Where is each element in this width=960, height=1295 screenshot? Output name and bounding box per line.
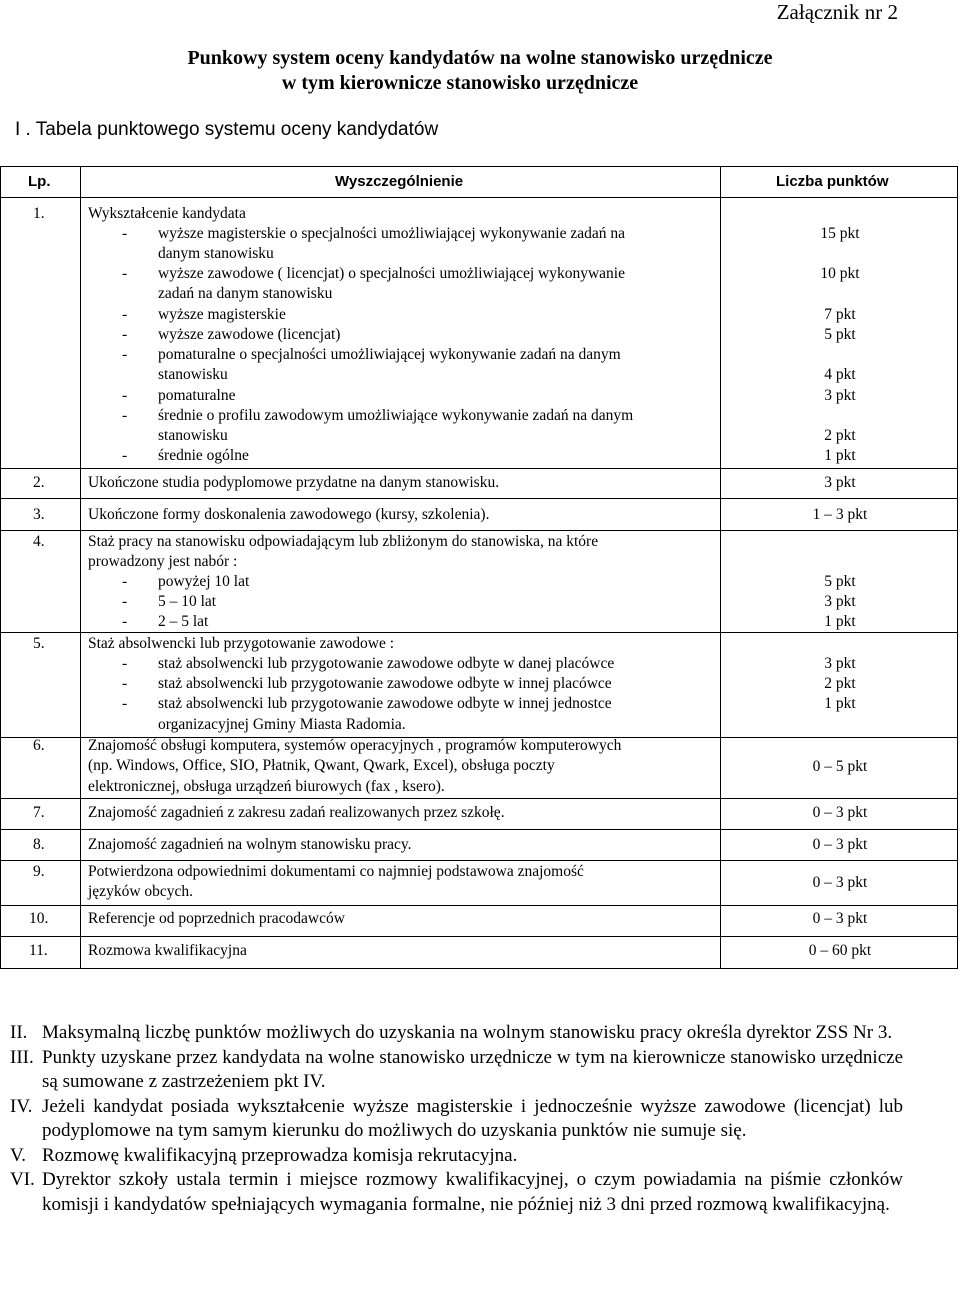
points-table <box>0 166 958 969</box>
list-item-line: organizacyjnej Gminy Miasta Radomia. <box>158 716 406 733</box>
list-dash: - <box>122 326 128 343</box>
list-item-line: stanowisku <box>158 366 228 383</box>
note-number: III. <box>10 1046 34 1068</box>
row-title: Wykształcenie kandydata <box>88 205 246 222</box>
list-item-line: powyżej 10 lat <box>158 573 250 590</box>
row-divider <box>0 798 958 799</box>
points-value: 3 pkt <box>824 387 856 404</box>
row-text-line: Potwierdzona odpowiednimi dokumentami co najmniej podstawowa znajomość <box>88 863 584 880</box>
row-number: 2. <box>33 474 45 491</box>
list-dash: - <box>122 225 128 242</box>
list-dash: - <box>122 593 128 610</box>
table-border-top <box>0 166 958 167</box>
list-item-line: średnie ogólne <box>158 447 249 464</box>
list-item-line: staż absolwencki lub przygotowanie zawodowe odbyte w innej placówce <box>158 675 612 692</box>
list-item-line: pomaturalne o specjalności umożliwiającej wykonywanie zadań na danym <box>158 346 621 363</box>
row-number: 7. <box>33 804 45 821</box>
list-item-line: pomaturalne <box>158 387 236 404</box>
note-text: Dyrektor szkoły ustala termin i miejsce rozmowy kwalifikacyjnej, o czym powiadamia na piśmie członków komisji i kandydatów spełniających wymagania formalne, nie później niż 3 dni przed rozmową kwalifikacyjną. <box>42 1169 903 1215</box>
section-heading: I . Tabela punktowego systemu oceny kandydatów <box>15 119 439 140</box>
row-number: 4. <box>33 533 45 550</box>
list-dash: - <box>122 265 128 282</box>
points-value: 1 – 3 pkt <box>812 506 868 523</box>
column-divider <box>80 166 81 969</box>
row-divider <box>0 468 958 469</box>
list-dash: - <box>122 306 128 323</box>
note-number: II. <box>10 1022 28 1043</box>
row-text-line: elektronicznej, obsługa urządzeń biurowych (fax , ksero). <box>88 778 445 795</box>
note-text: Maksymalną liczbę punktów możliwych do uzyskania na wolnym stanowisku pracy określa dyrektor ZSS Nr 3. <box>42 1022 893 1043</box>
row-number: 8. <box>33 836 45 853</box>
list-dash: - <box>122 407 128 424</box>
points-value: 15 pkt <box>820 225 860 242</box>
list-item-line: stanowisku <box>158 427 228 444</box>
column-divider <box>720 166 721 969</box>
note-item <box>8 1021 903 1046</box>
list-item-line: danym stanowisku <box>158 245 274 262</box>
list-item-line: zadań na danym stanowisku <box>158 285 333 302</box>
row-number: 6. <box>33 737 45 754</box>
note-item <box>8 1095 903 1144</box>
row-divider <box>0 860 958 861</box>
row-text-line: Znajomość obsługi komputera, systemów operacyjnych , programów komputerowych <box>88 737 622 754</box>
list-dash: - <box>122 695 128 712</box>
note-item <box>8 1046 903 1095</box>
list-item-line: wyższe magisterskie o specjalności umożliwiającej wykonywanie zadań na <box>158 225 625 242</box>
note-item <box>8 1144 903 1169</box>
list-item-line: 5 – 10 lat <box>158 593 217 610</box>
row-divider <box>0 530 958 531</box>
list-dash: - <box>122 675 128 692</box>
row-divider <box>0 936 958 937</box>
points-value: 1 pkt <box>824 447 856 464</box>
notes-section <box>8 1021 903 1217</box>
points-value: 0 – 3 pkt <box>812 874 868 891</box>
table-header-divider <box>0 197 958 198</box>
row-number: 3. <box>33 506 45 523</box>
list-dash: - <box>122 346 128 363</box>
points-value: 3 pkt <box>824 593 856 610</box>
note-number: IV. <box>10 1095 33 1117</box>
list-item-line: staż absolwencki lub przygotowanie zawodowe odbyte w innej jednostce <box>158 695 612 712</box>
note-item <box>8 1168 903 1217</box>
points-value: 0 – 3 pkt <box>812 836 868 853</box>
list-item-line: wyższe zawodowe (licencjat) <box>158 326 341 343</box>
row-title-line: prowadzony jest nabór : <box>88 553 238 570</box>
row-text: Znajomość zagadnień z zakresu zadań realizowanych przez szkołę. <box>88 804 505 821</box>
header-no: Lp. <box>28 173 51 190</box>
row-divider <box>0 905 958 906</box>
note-number: V. <box>10 1144 27 1166</box>
row-text: Ukończone formy doskonalenia zawodowego (kursy, szkolenia). <box>88 506 490 523</box>
points-value: 2 pkt <box>824 427 856 444</box>
row-number: 10. <box>29 910 49 927</box>
points-value: 0 – 3 pkt <box>812 804 868 821</box>
list-dash: - <box>122 655 128 672</box>
row-text: Rozmowa kwalifikacyjna <box>88 942 247 959</box>
points-value: 0 – 60 pkt <box>808 942 872 959</box>
points-value: 5 pkt <box>824 573 856 590</box>
document-title: Punkowy system oceny kandydatów na wolne stanowisko urzędnicze <box>187 47 773 69</box>
list-dash: - <box>122 447 128 464</box>
points-value: 0 – 3 pkt <box>812 910 868 927</box>
table-border-left <box>0 166 1 969</box>
points-value: 5 pkt <box>824 326 856 343</box>
row-number: 5. <box>33 635 45 652</box>
attachment-label: Załącznik nr 2 <box>776 0 898 24</box>
note-text: Punkty uzyskane przez kandydata na wolne stanowisko urzędnicze w tym na kierownicze stanowisko urzędnicze są sumowane z zastrzeżeniem pkt IV. <box>42 1046 903 1092</box>
table-border-bottom <box>0 968 958 969</box>
row-text: Referencje od poprzednich pracodawców <box>88 910 345 927</box>
list-item-line: wyższe magisterskie <box>158 306 286 323</box>
row-text: Znajomość zagadnień na wolnym stanowisku pracy. <box>88 836 412 853</box>
points-value: 3 pkt <box>824 655 856 672</box>
row-number: 1. <box>33 205 45 222</box>
note-text: Rozmowę kwalifikacyjną przeprowadza komisja rekrutacyjna. <box>42 1144 518 1166</box>
row-title-line: Staż pracy na stanowisku odpowiadającym lub zbliżonym do stanowiska, na które <box>88 533 599 550</box>
row-text-line: (np. Windows, Office, SIO, Płatnik, Qwant, Qwark, Excel), obsługa poczty <box>88 757 555 774</box>
note-number: VI. <box>10 1169 35 1190</box>
row-divider <box>0 498 958 499</box>
points-value: 7 pkt <box>824 306 856 323</box>
header-description: Wyszczególnienie <box>335 173 464 190</box>
list-dash: - <box>122 573 128 590</box>
list-dash: - <box>122 387 128 404</box>
row-number: 9. <box>33 863 45 880</box>
points-value: 10 pkt <box>820 265 860 282</box>
row-text: Ukończone studia podyplomowe przydatne na danym stanowisku. <box>88 474 500 491</box>
list-item-line: wyższe zawodowe ( licencjat) o specjalności umożliwiającej wykonywanie <box>158 265 625 282</box>
points-value: 2 pkt <box>824 675 856 692</box>
note-text: Jeżeli kandydat posiada wykształcenie wyższe magisterskie i jednocześnie wyższe zawodowe (licencjat) lub podyplomowe na tym samym kierunku do możliwych do uzyskania punktów nie sumuje się. <box>42 1095 903 1141</box>
points-value: 1 pkt <box>824 695 856 712</box>
list-dash: - <box>122 613 128 630</box>
points-value: 0 – 5 pkt <box>812 758 868 775</box>
row-number: 11. <box>29 942 48 959</box>
list-item-line: średnie o profilu zawodowym umożliwiające wykonywanie zadań na danym <box>158 407 634 424</box>
list-item-line: staż absolwencki lub przygotowanie zawodowe odbyte w danej placówce <box>158 655 615 672</box>
row-text-line: języków obcych. <box>88 883 194 900</box>
document-subtitle: w tym kierownicze stanowisko urzędnicze <box>281 72 639 94</box>
row-divider <box>0 829 958 830</box>
points-value: 3 pkt <box>824 474 856 491</box>
header-points: Liczba punktów <box>776 173 889 190</box>
points-value: 1 pkt <box>824 613 856 630</box>
list-item-line: 2 – 5 lat <box>158 613 209 630</box>
row-title: Staż absolwencki lub przygotowanie zawodowe : <box>88 635 395 652</box>
points-value: 4 pkt <box>824 366 856 383</box>
